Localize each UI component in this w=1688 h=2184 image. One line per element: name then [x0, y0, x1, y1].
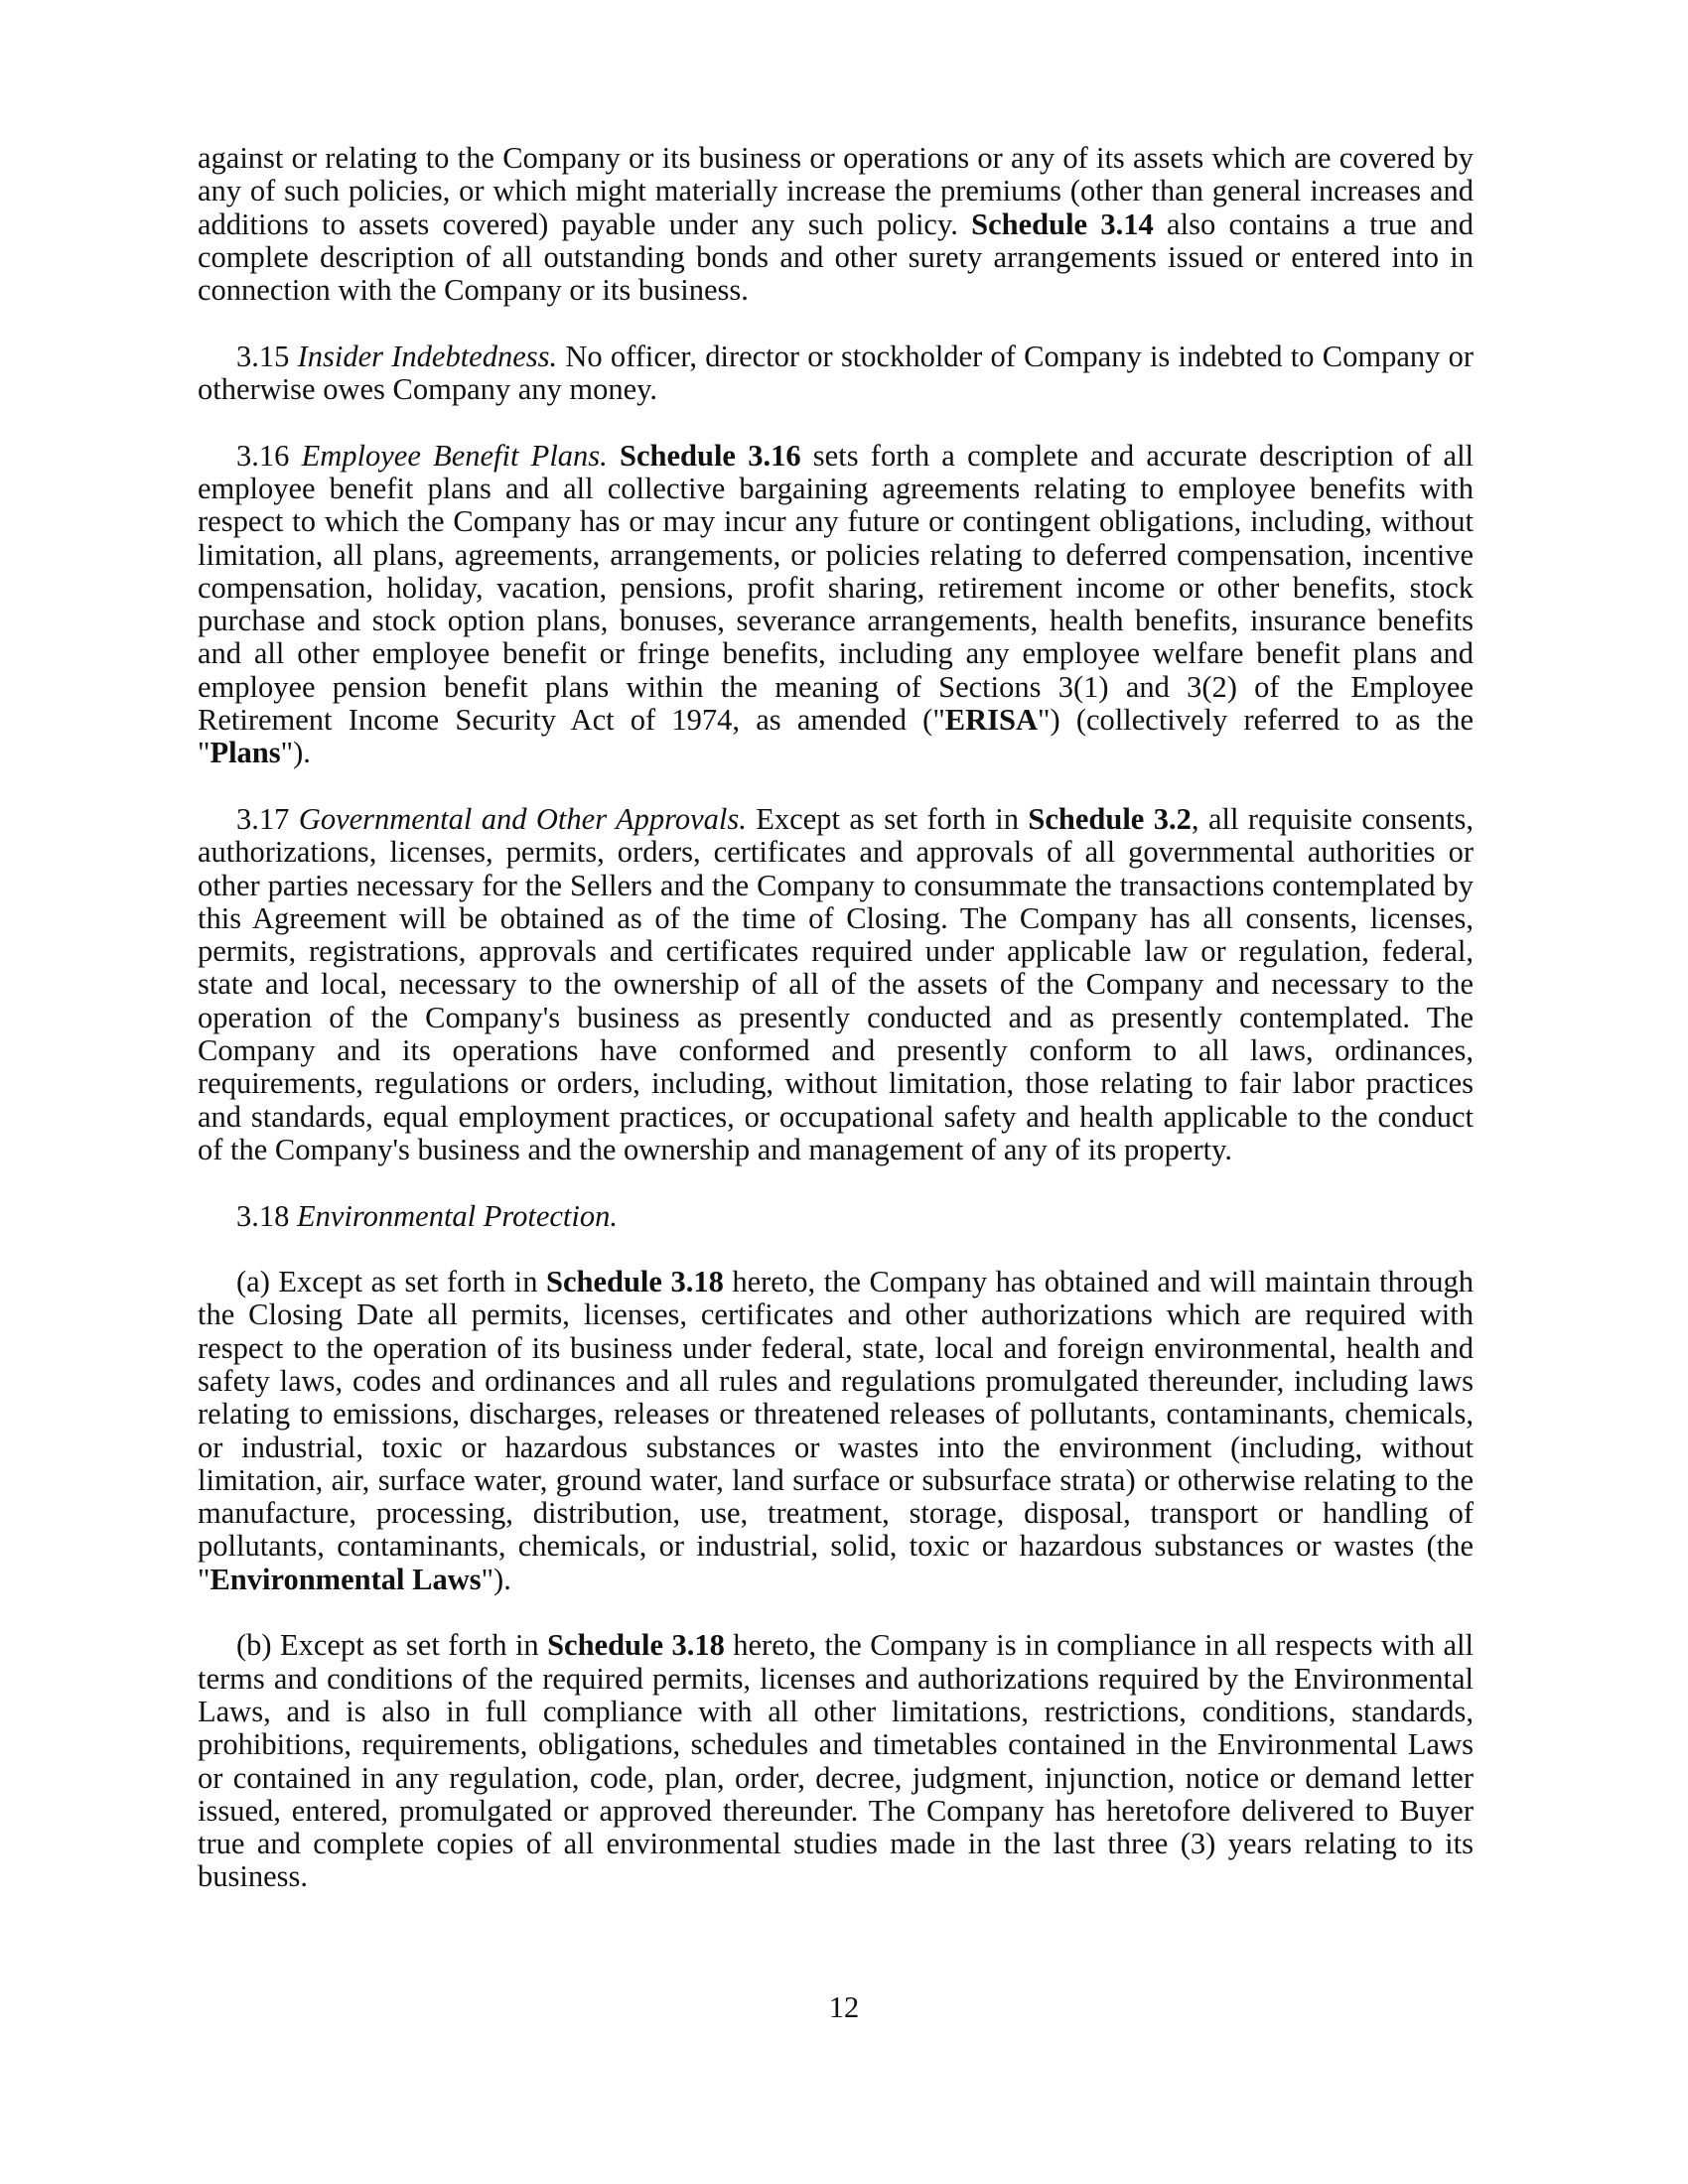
text-segment: 3.15 [236, 339, 298, 373]
text-segment: against or relating to the Company or its business or operations or any of its assets which are covered by any of such policies, or which might materially increase the premiums (other than general increases and additions to assets covered) payable under any such policy. [198, 141, 1474, 241]
text-segment: 3.18 [236, 1198, 297, 1233]
document-body [198, 142, 1474, 1927]
text-segment: hereto, the Company is in compliance in all respects with all terms and conditions of the required permits, licenses and authorizations required by the Environmental Laws, and is also in full compliance with all other limitations, restrictions, conditions, standards, prohibitions, requirements, obligations, schedules and timetables contained in the Environmental Laws or contained in any regulation, code, plan, order, decree, judgment, injunction, notice or demand letter issued, entered, promulgated or approved thereunder. The Company has heretofore delivered to Buyer true and complete copies of all environmental studies made in the last three (3) years relating to its business. [198, 1628, 1475, 1894]
text-segment: also contains a true and complete description of all outstanding bonds and other surety arrangements issued or entered into in connection with the Company or its business. [198, 206, 1475, 308]
text-segment: "). [481, 1562, 511, 1596]
section-3-18-a [198, 1266, 1474, 1596]
paragraph-3-14-continued [198, 142, 1474, 307]
text-segment: (a) Except as set forth in [236, 1265, 546, 1299]
bold-term: Schedule 3.14 [971, 206, 1154, 241]
section-title: Environmental Protection. [297, 1198, 619, 1233]
text-segment: ") (collectively referred to as the " [198, 703, 1475, 770]
section-3-15 [198, 341, 1474, 407]
section-3-17 [198, 803, 1474, 1166]
bold-term: Schedule 3.16 [620, 438, 801, 473]
text-segment: , all requisite consents, authorizations, licenses, permits, orders, certificates and approvals of all governmental authorities or other parties necessary for the Sellers and the Company to consummate the transactions contemplated by this Agreement will be obtained as of the time of Closing. The Company has all consents, licenses, permits, registrations, approvals and certificates required under applicable law or regulation, federal, state and local, necessary to the ownership of all of the assets of the Company and necessary to the operation of the Company's business as presently conducted and as presently contemplated. The Company and its operations have conformed and presently conform to all laws, ordinances, requirements, regulations or orders, including, without limitation, those relating to fair labor practices and standards, equal employment practices, or occupational safety and health applicable to the conduct of the Company's business and the ownership and management of any of its property. [198, 801, 1475, 1166]
text-segment: "). [280, 736, 311, 770]
text-segment [608, 439, 620, 473]
bold-term: Schedule 3.18 [545, 1265, 724, 1299]
bold-term: Schedule 3.18 [547, 1628, 725, 1663]
text-segment: (b) Except as set forth in [236, 1628, 548, 1663]
section-title: Employee Benefit Plans. [301, 438, 608, 473]
bold-term: Plans [210, 736, 281, 770]
section-3-16 [198, 440, 1474, 770]
text-segment: sets forth a complete and accurate description of all employee benefit plans and all collective bargaining agreements relating to employee benefits with respect to which the Company has or may incur any future or contingent obligations, including, without limitation, all plans, agreements, arrangements, or policies relating to deferred compensation, incentive compensation, holiday, vacation, pensions, profit sharing, retirement income or other benefits, stock purchase and stock option plans, bonuses, severance arrangements, health benefits, insurance benefits and all other employee benefit or fringe benefits, including any employee welfare benefit plans and employee pension benefit plans within the meaning of Sections 3(1) and 3(2) of the Employee Retirement Income Security Act of 1974, as amended (" [198, 438, 1475, 738]
section-3-18-b [198, 1629, 1474, 1893]
text-segment: 3.17 [236, 801, 299, 836]
text-segment: 3.16 [236, 438, 302, 473]
text-segment: Except as set forth in [746, 801, 1029, 836]
bold-term: ERISA [944, 703, 1039, 738]
text-segment: hereto, the Company has obtained and will maintain through the Closing Date all permits, licenses, certificates and other authorizations which are required with respect to the operation of its business under federal, state, local and foreign environmental, health and safety laws, codes and ordinances and all rules and regulations promulgated thereunder, including laws relating to emissions, discharges, releases or threatened releases of pollutants, contaminants, chemicals, or industrial, toxic or hazardous substances or wastes into the environment (including, without limitation, air, surface water, ground water, land surface or subsurface strata) or otherwise relating to the manufacture, processing, distribution, use, treatment, storage, disposal, transport or handling of pollutants, contaminants, chemicals, or industrial, solid, toxic or hazardous substances or wastes (the " [198, 1265, 1475, 1596]
bold-term: Environmental Laws [210, 1562, 482, 1596]
text-segment: No officer, director or stockholder of Company is indebted to Company or otherwise owes Company any money. [198, 339, 1475, 407]
bold-term: Schedule 3.2 [1028, 801, 1192, 836]
section-title: Insider Indebtedness. [297, 339, 558, 373]
section-3-18-heading [198, 1200, 1474, 1233]
section-title: Governmental and Other Approvals. [298, 801, 747, 836]
page-number: 12 [828, 1990, 860, 2024]
